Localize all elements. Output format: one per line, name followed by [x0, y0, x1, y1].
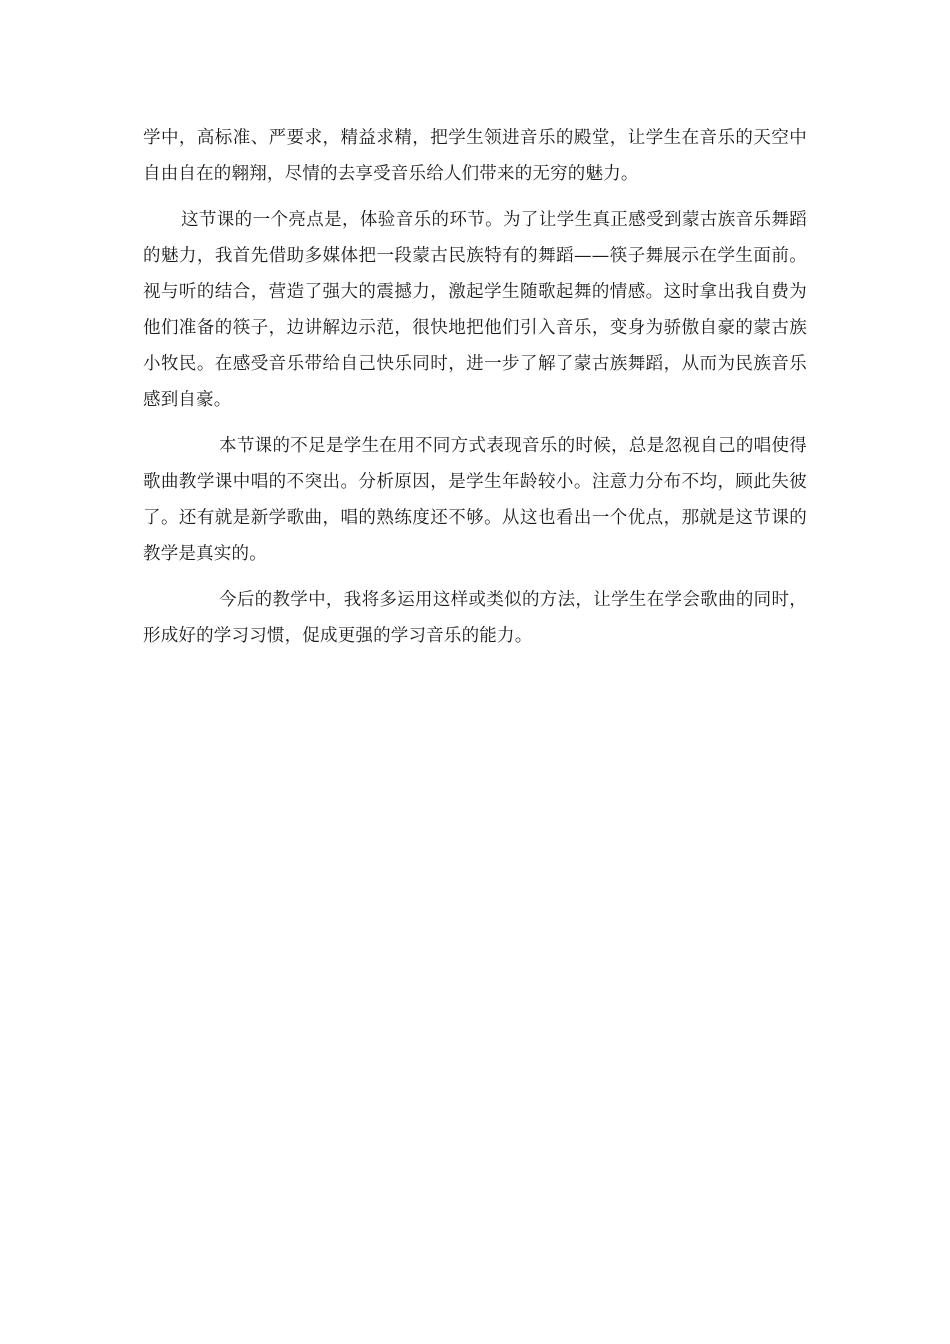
paragraph-continued: 学中，高标准、严要求，精益求精，把学生领进音乐的殿堂，让学生在音乐的天空中自由自在的翱翔，尽情的去享受音乐给人们带来的无穷的魅力。	[143, 128, 807, 184]
paragraph-future: 今后的教学中，我将多运用这样或类似的方法，让学生在学会歌曲的同时，形成好的学习习惯，促成更强的学习音乐的能力。	[143, 590, 807, 646]
paragraph-highlight: 这节课的一个亮点是，体验音乐的环节。为了让学生真正感受到蒙古族音乐舞蹈的魅力，我首先借助多媒体把一段蒙古民族特有的舞蹈——筷子舞展示在学生面前。视与听的结合，营造了强大的震撼力，激起学生随歌起舞的情感。这时拿出我自费为他们准备的筷子，边讲解边示范，很快地把他们引入音乐，变身为骄傲自豪的蒙古族小牧民。在感受音乐带给自己快乐同时，进一步了解了蒙古族舞蹈，从而为民族音乐感到自豪。	[143, 210, 807, 410]
paragraph-shortcomings: 本节课的不足是学生在用不同方式表现音乐的时候，总是忽视自己的唱使得歌曲教学课中唱的不突出。分析原因，是学生年龄较小。注意力分布不均，顾此失彼了。还有就是新学歌曲，唱的熟练度还不够。从这也看出一个优点，那就是这节课的教学是真实的。	[143, 436, 807, 564]
document-body	[143, 120, 807, 654]
